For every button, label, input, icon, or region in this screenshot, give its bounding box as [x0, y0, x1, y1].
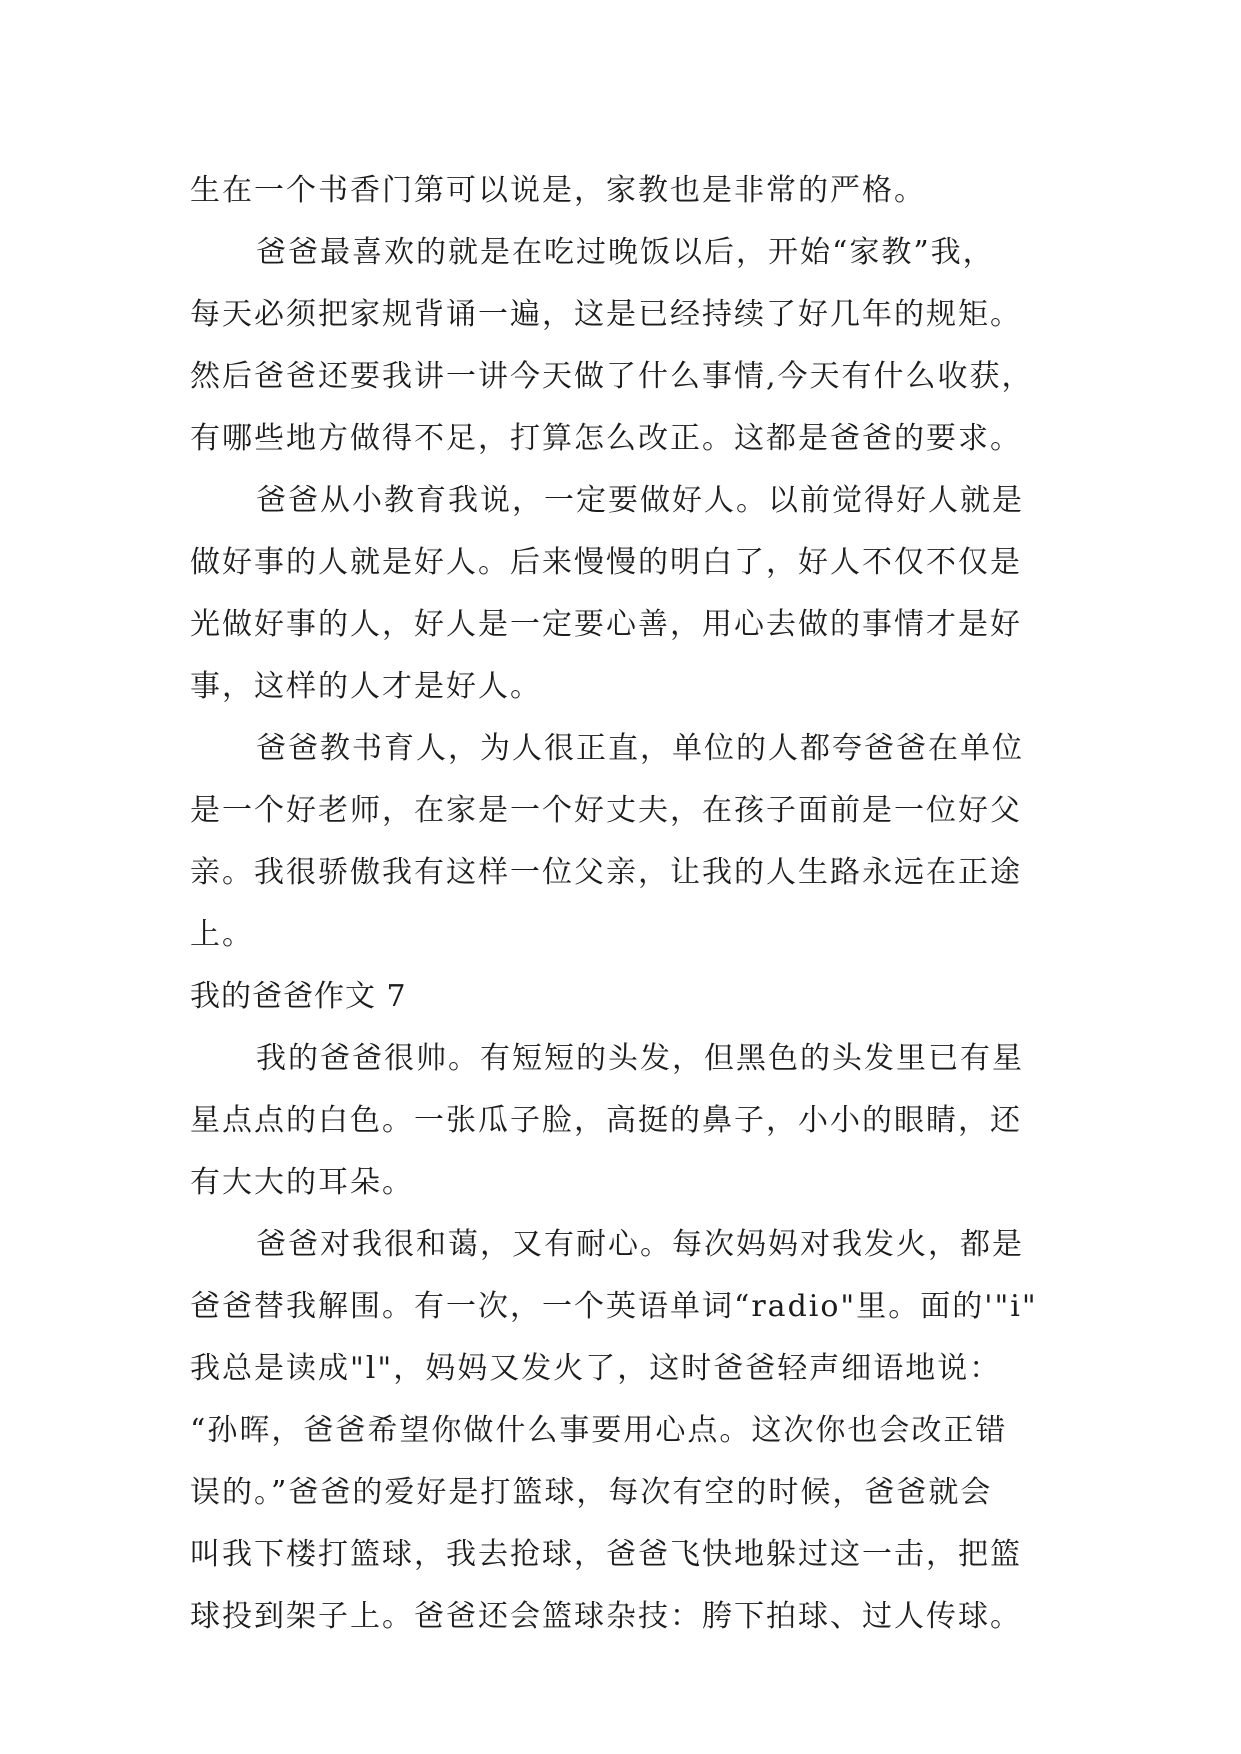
text-line: “孙晖，爸爸希望你做什么事要用心点。这次你也会改正错 — [190, 1413, 1008, 1448]
text-line: 爸爸替我解围。有一次，一个英语单词“radio"里。面的'"i" — [190, 1289, 1038, 1324]
paragraph-start-line: 爸爸教书育人，为人很正直，单位的人都夸爸爸在单位 — [256, 731, 1024, 766]
section-heading: 我的爸爸作文 7 — [190, 979, 407, 1014]
text-line: 误的。”爸爸的爱好是打篮球，每次有空的时候，爸爸就会 — [190, 1475, 993, 1510]
text-line: 有大大的耳朵。 — [190, 1165, 414, 1200]
text-line: 亲。我很骄傲我有这样一位父亲，让我的人生路永远在正途 — [190, 855, 1022, 890]
text-line: 我总是读成"l"，妈妈又发火了，这时爸爸轻声细语地说： — [190, 1351, 1002, 1386]
text-line: 星点点的白色。一张瓜子脸，高挺的鼻子，小小的眼睛，还 — [190, 1103, 1022, 1138]
paragraph-start-line: 爸爸从小教育我说，一定要做好人。以前觉得好人就是 — [256, 483, 1024, 518]
text-line: 每天必须把家规背诵一遍，这是已经持续了好几年的规矩。 — [190, 297, 1022, 332]
text-line: 有哪些地方做得不足，打算怎么改正。这都是爸爸的要求。 — [190, 421, 1022, 456]
text-line: 事，这样的人才是好人。 — [190, 669, 542, 704]
text-line: 然后爸爸还要我讲一讲今天做了什么事情,今天有什么收获， — [190, 359, 1034, 394]
text-line: 叫我下楼打篮球，我去抢球，爸爸飞快地躲过这一击，把篮 — [190, 1537, 1022, 1572]
text-line: 是一个好老师，在家是一个好丈夫，在孩子面前是一位好父 — [190, 793, 1022, 828]
text-line: 生在一个书香门第可以说是，家教也是非常的严格。 — [190, 173, 926, 208]
document-body — [190, 160, 1070, 1648]
text-line: 上。 — [190, 917, 254, 952]
text-line: 光做好事的人，好人是一定要心善，用心去做的事情才是好 — [190, 607, 1022, 642]
text-line: 做好事的人就是好人。后来慢慢的明白了，好人不仅不仅是 — [190, 545, 1022, 580]
paragraph-start-line: 我的爸爸很帅。有短短的头发，但黑色的头发里已有星 — [256, 1041, 1024, 1076]
text-line: 球投到架子上。爸爸还会篮球杂技：胯下拍球、过人传球。 — [190, 1599, 1022, 1634]
paragraph-start-line: 爸爸对我很和蔼，又有耐心。每次妈妈对我发火，都是 — [256, 1227, 1024, 1262]
paragraph-start-line: 爸爸最喜欢的就是在吃过晚饭以后，开始“家教”我， — [256, 235, 995, 270]
